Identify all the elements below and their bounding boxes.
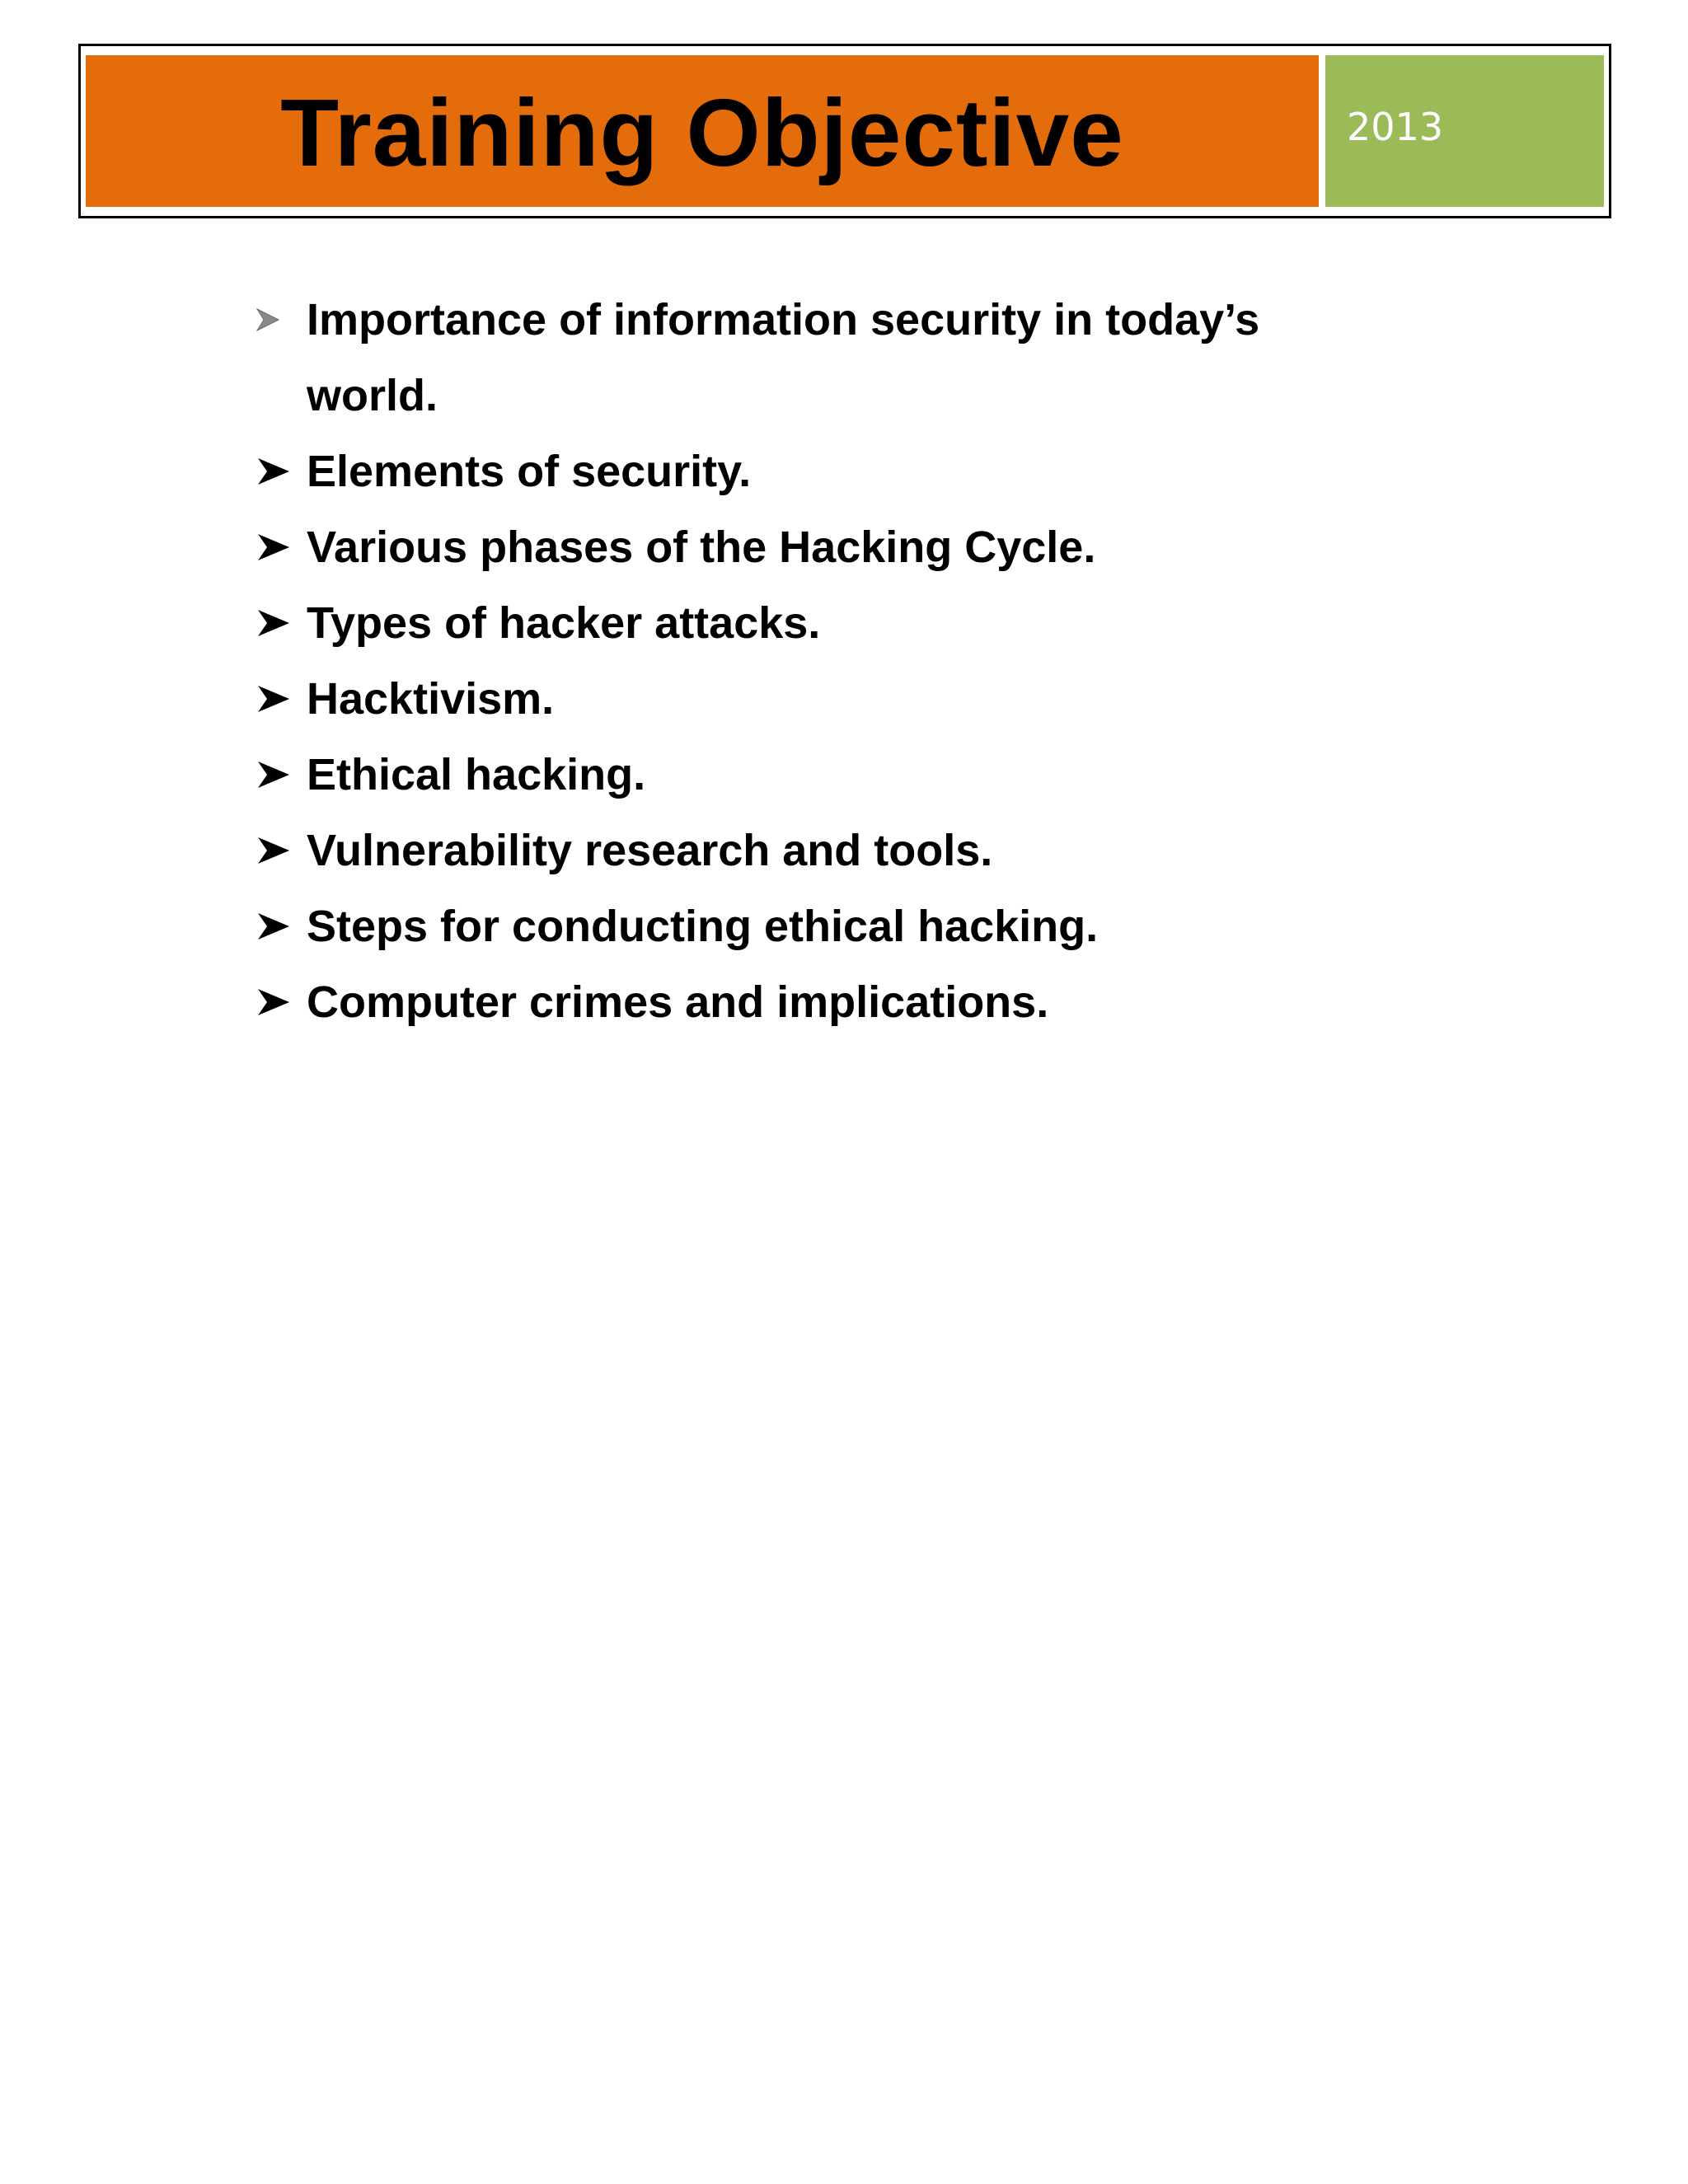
arrow-bullet-icon xyxy=(256,661,297,737)
arrow-bullet-icon xyxy=(256,509,297,585)
list-item xyxy=(256,737,1409,813)
arrow-bullet-icon xyxy=(256,585,297,661)
list-item xyxy=(256,661,1409,737)
objective-text: Hacktivism. xyxy=(307,674,555,724)
list-item xyxy=(256,888,1409,964)
list-item xyxy=(256,282,1409,434)
objectives-list xyxy=(256,282,1409,1040)
page-title: Training Objective xyxy=(280,79,1124,186)
year-label: 2013 xyxy=(1347,105,1444,149)
year-banner xyxy=(1325,55,1604,207)
objective-text: Types of hacker attacks. xyxy=(307,598,821,648)
objective-text: Steps for conducting ethical hacking. xyxy=(307,902,1099,951)
arrow-bullet-icon xyxy=(256,434,297,509)
objective-text: Ethical hacking. xyxy=(307,750,646,799)
objective-text: Vulnerability research and tools. xyxy=(307,826,993,875)
arrow-bullet-icon xyxy=(256,282,297,358)
arrow-bullet-icon xyxy=(256,813,297,888)
arrow-bullet-icon xyxy=(256,737,297,813)
objective-text: Various phases of the Hacking Cycle. xyxy=(307,523,1096,572)
title-banner xyxy=(86,55,1319,207)
objective-text: Importance of information security in today’s world. xyxy=(307,295,1260,420)
list-item xyxy=(256,964,1409,1040)
list-item xyxy=(256,434,1409,509)
arrow-bullet-icon xyxy=(256,888,297,964)
objective-text: Computer crimes and implications. xyxy=(307,977,1049,1027)
list-item xyxy=(256,509,1409,585)
list-item xyxy=(256,585,1409,661)
list-item xyxy=(256,813,1409,888)
arrow-bullet-icon xyxy=(256,964,297,1040)
objective-text: Elements of security. xyxy=(307,447,752,496)
